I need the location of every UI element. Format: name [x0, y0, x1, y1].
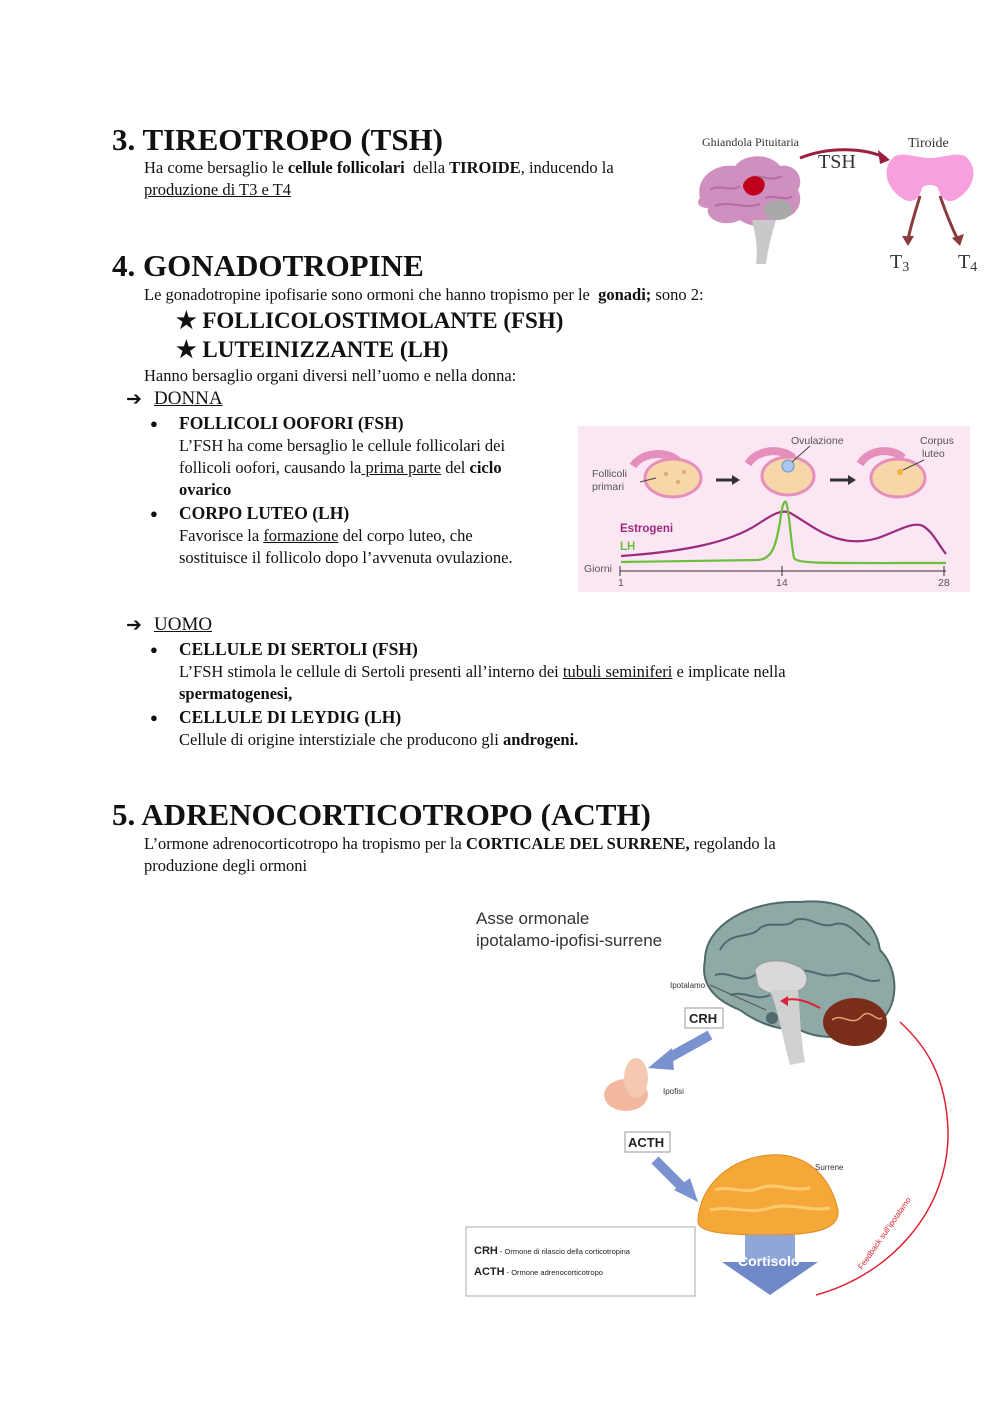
ovarian-cycle-figure	[578, 426, 970, 592]
pituitary-gland-icon	[698, 156, 800, 264]
sertoli-title: CELLULE DI SERTOLI (FSH)	[179, 639, 418, 659]
brain-icon	[704, 901, 894, 1065]
bullet-icon: ●	[150, 710, 158, 725]
lh-legend: LH	[620, 541, 636, 553]
estrogeni-legend: Estrogeni	[620, 523, 674, 535]
tick-1: 1	[618, 577, 624, 589]
gonado-intro: Le gonadotropine ipofisarie sono ormoni che hanno tropismo per le gonadi; sono 2:	[144, 285, 704, 304]
figure-title-line2: ipotalamo-ipofisi-surrene	[476, 931, 663, 950]
hpa-axis-figure	[460, 890, 960, 1310]
ovulazione-label: Ovulazione	[791, 435, 844, 447]
gonado-targets: Hanno bersaglio organi diversi nell’uomo e nella donna:	[144, 366, 517, 385]
legend-box	[466, 1227, 695, 1296]
lh-star-item: ★ LUTEINIZZANTE (LH)	[176, 337, 449, 362]
feedback-label: Feedback sull’ipotalamo	[856, 1195, 913, 1272]
bullet-icon: ●	[150, 642, 158, 657]
figure-title-line1: Asse ormonale	[476, 909, 590, 928]
ipotalamo-label: Ipotalamo	[670, 981, 706, 990]
acth-box-label: ACTH	[628, 1135, 665, 1150]
corpo-luteo-line1: Favorisce la formazione del corpo luteo, che	[179, 526, 473, 545]
fsh-star-item: ★ FOLLICOLOSTIMOLANTE (FSH)	[176, 308, 564, 333]
bullet-icon: ●	[150, 416, 158, 431]
tsh-paragraph-line1: Ha come bersaglio le cellule follicolari della TIROIDE, inducendo la	[144, 158, 614, 177]
acth-line2: produzione degli ormoni	[144, 856, 308, 875]
tsh-arrow-label: TSH	[818, 151, 856, 173]
legend-crh: CRH - Ormone di rilascio della corticotropina	[474, 1245, 630, 1257]
section-title-tsh: 3. TIREOTROPO (TSH)	[112, 122, 444, 157]
uomo-arrow-icon: ➔	[126, 615, 142, 636]
ipofisi-label: Ipofisi	[663, 1087, 684, 1096]
uomo-heading: UOMO	[154, 614, 213, 635]
section-title-gonadotropine: 4. GONADOTROPINE	[112, 248, 424, 283]
feedback-arc	[816, 1022, 948, 1295]
luteo-label: luteo	[922, 448, 945, 460]
corpo-luteo-line2: sostituisce il follicolo dopo l’avvenuta ovulazione.	[179, 548, 513, 567]
thyroid-label: Tiroide	[908, 136, 949, 151]
t3-label: T3	[890, 251, 910, 275]
pituitary-label: Ghiandola Pituitaria	[702, 135, 799, 149]
follicoli-oofori-title: FOLLICOLI OOFORI (FSH)	[179, 413, 404, 433]
tick-14: 14	[776, 577, 788, 589]
tsh-figure	[690, 128, 990, 276]
t4-label: T4	[958, 251, 978, 275]
tick-28: 28	[938, 577, 950, 589]
legend-acth: ACTH - Ormone adrenocorticotropo	[474, 1266, 603, 1278]
pituitary-icon	[604, 1058, 648, 1111]
giorni-axis-label: Giorni	[584, 563, 613, 575]
section-title-acth: 5. ADRENOCORTICOTROPO (ACTH)	[112, 797, 651, 832]
tsh-paragraph-line2: produzione di T3 e T4	[144, 180, 291, 199]
cortisolo-label: Cortisolo	[738, 1253, 800, 1269]
surrene-label: Surrene	[815, 1163, 844, 1172]
primari-label: primari	[592, 481, 625, 493]
leydig-line1: Cellule di origine interstiziale che producono gli androgeni.	[179, 730, 579, 749]
donna-arrow-icon: ➔	[126, 389, 142, 410]
donna-heading: DONNA	[154, 388, 223, 409]
corpus-label: Corpus	[920, 435, 954, 447]
follicoli-line1: L’FSH ha come bersaglio le cellule follicolari dei	[179, 436, 506, 455]
bullet-icon: ●	[150, 506, 158, 521]
leydig-title: CELLULE DI LEYDIG (LH)	[179, 707, 402, 727]
sertoli-line1: L’FSH stimola le cellule di Sertoli presenti all’interno dei tubuli seminiferi e implicate nella	[179, 662, 786, 681]
acth-line1: L’ormone adrenocorticotropo ha tropismo per la CORTICALE DEL SURRENE, regolando la	[144, 834, 776, 853]
sertoli-line2: spermatogenesi,	[179, 684, 293, 703]
follicoli-line2: follicoli oofori, causando la prima parte del ciclo	[179, 458, 502, 477]
corpo-luteo-title: CORPO LUTEO (LH)	[179, 503, 350, 523]
follicoli-label: Follicoli	[592, 468, 628, 480]
crh-arrow-icon	[648, 1048, 674, 1070]
follicoli-line3: ovarico	[179, 480, 232, 499]
crh-box-label: CRH	[689, 1011, 718, 1026]
thyroid-gland-icon	[887, 155, 974, 201]
